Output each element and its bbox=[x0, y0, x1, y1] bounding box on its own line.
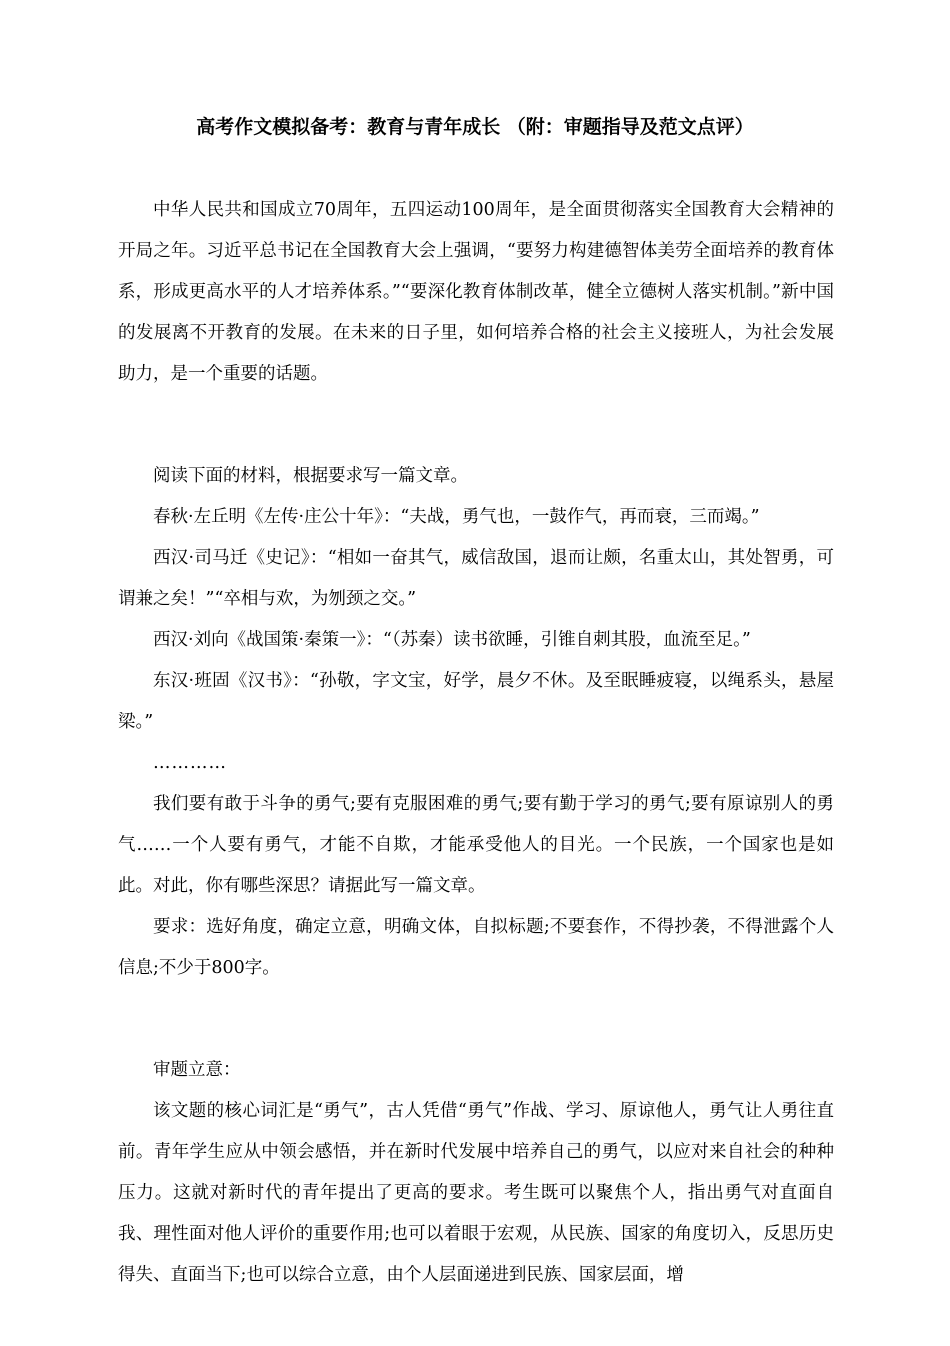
material-item: 西汉·刘向《战国策·秦策一》：“（苏秦）读书欲睡，引锥自刺其股，血流至足。” bbox=[153, 630, 751, 650]
prompt-intro: 阅读下面的材料，根据要求写一篇文章。 bbox=[153, 466, 468, 486]
material-item: 东汉·班固《汉书》：“孙敬，字文宝，好学，晨夕不休。及至眠睡疲寝，以绳系头，悬屋梁。” bbox=[118, 671, 834, 732]
ellipsis-line: ………… bbox=[153, 753, 227, 773]
paragraph-gap bbox=[118, 395, 834, 456]
intro-paragraph: 中华人民共和国成立70周年，五四运动100周年，是全面贯彻落实全国教育大会精神的开局之年。习近平总书记在全国教育大会上强调，“要努力构建德智体美劳全面培养的教育体系，形成更高水平的人才培养体系。”“要深化教育体制改革，健全立德树人落实机制。”新中国的发展离不开教育的发展。在未来的日子里，如何培养合格的社会主义接班人，为社会发展助力，是一个重要的话题。 bbox=[118, 200, 834, 384]
paragraph-gap bbox=[118, 989, 834, 1050]
requirements-paragraph: 要求：选好角度，确定立意，明确文体，自拟标题;不要套作，不得抄袭，不得泄露个人信息;不少于800字。 bbox=[118, 917, 834, 978]
analysis-paragraph: 该文题的核心词汇是“勇气”，古人凭借“勇气”作战、学习、原谅他人，勇气让人勇往直前。青年学生应从中领会感悟，并在新时代发展中培养自己的勇气，以应对来自社会的种种压力。这就对新时代的青年提出了更高的要求。考生既可以聚焦个人，指出勇气对直面自我、理性面对他人评价的重要作用;也可以着眼于宏观，从民族、国家的角度切入，反思历史得失、直面当下;也可以综合立意，由个人层面递进到民族、国家层面，增 bbox=[118, 1101, 834, 1285]
material-item: 西汉·司马迁《史记》：“相如一奋其气，威信敌国，退而让颇，名重太山，其处智勇，可谓兼之矣！”“卒相与欢，为刎颈之交。” bbox=[118, 548, 834, 609]
document-title: 高考作文模拟备考：教育与青年成长 （附：审题指导及范文点评） bbox=[196, 116, 754, 138]
material-item: 春秋·左丘明《左传·庄公十年》：“夫战，勇气也，一鼓作气，再而衰，三而竭。” bbox=[153, 507, 760, 527]
analysis-heading: 审题立意： bbox=[153, 1060, 241, 1080]
document-body bbox=[118, 190, 834, 1296]
task-paragraph: 我们要有敢于斗争的勇气;要有克服困难的勇气;要有勤于学习的勇气;要有原谅别人的勇气……一个人要有勇气，才能不自欺，才能承受他人的目光。一个民族，一个国家也是如此。对此，你有哪些深思？请据此写一篇文章。 bbox=[118, 794, 834, 896]
